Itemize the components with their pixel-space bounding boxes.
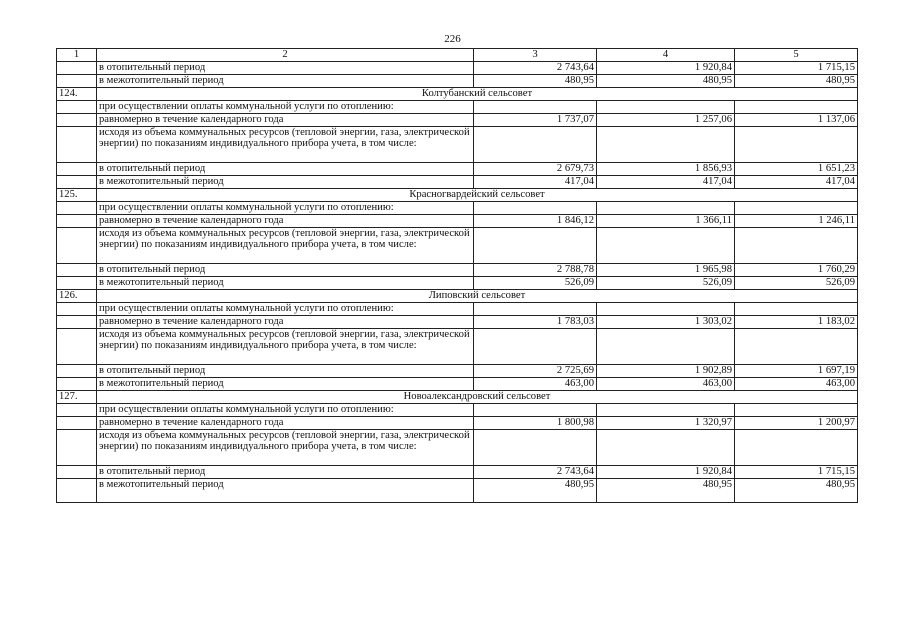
value-col-3: 480,95: [474, 75, 597, 88]
row-description: в межотопительный период: [97, 378, 474, 391]
row-number-cell: [57, 466, 97, 479]
value-col-5: 480,95: [735, 479, 858, 503]
row-description: в межотопительный период: [97, 75, 474, 88]
section-name: Колтубанский сельсовет: [97, 88, 858, 101]
row-description: в межотопительный период: [97, 479, 474, 503]
value-col-4: [597, 228, 735, 264]
row-number-cell: [57, 430, 97, 466]
page-number: 226: [444, 33, 461, 45]
row-description: в межотопительный период: [97, 277, 474, 290]
value-col-5: 1 651,23: [735, 163, 858, 176]
value-col-3: 2 679,73: [474, 163, 597, 176]
section-number: 126.: [57, 290, 97, 303]
value-col-4: 1 366,11: [597, 215, 735, 228]
row-number-cell: [57, 228, 97, 264]
value-col-3: 2 725,69: [474, 365, 597, 378]
value-col-3: 480,95: [474, 479, 597, 503]
column-header: 1: [57, 49, 97, 62]
section-number: 124.: [57, 88, 97, 101]
table-row: [57, 365, 858, 378]
value-col-4: [597, 430, 735, 466]
row-number-cell: [57, 404, 97, 417]
table-row: [57, 127, 858, 163]
table-row: [57, 114, 858, 127]
value-col-4: [597, 202, 735, 215]
value-col-5: [735, 101, 858, 114]
table-row: [57, 466, 858, 479]
value-col-4: 1 965,98: [597, 264, 735, 277]
row-number-cell: [57, 62, 97, 75]
value-col-3: [474, 430, 597, 466]
value-col-5: [735, 202, 858, 215]
table-row: [57, 163, 858, 176]
value-col-5: 1 715,15: [735, 466, 858, 479]
value-col-5: 526,09: [735, 277, 858, 290]
section-row: [57, 189, 858, 202]
value-col-3: [474, 202, 597, 215]
value-col-4: 480,95: [597, 75, 735, 88]
row-number-cell: [57, 114, 97, 127]
row-description: при осуществлении оплаты коммунальной услуги по отоплению:: [97, 202, 474, 215]
value-col-3: 463,00: [474, 378, 597, 391]
value-col-3: [474, 404, 597, 417]
table-row: [57, 303, 858, 316]
row-number-cell: [57, 163, 97, 176]
value-col-5: 1 200,97: [735, 417, 858, 430]
section-row: [57, 391, 858, 404]
column-header: 2: [97, 49, 474, 62]
table-row: [57, 202, 858, 215]
row-description: при осуществлении оплаты коммунальной услуги по отоплению:: [97, 303, 474, 316]
row-number-cell: [57, 365, 97, 378]
tariff-table: [56, 48, 858, 503]
row-number-cell: [57, 378, 97, 391]
section-number: 125.: [57, 189, 97, 202]
column-header: 3: [474, 49, 597, 62]
tariff-table-body: [57, 49, 858, 503]
table-row: [57, 316, 858, 329]
row-number-cell: [57, 479, 97, 503]
row-description: равномерно в течение календарного года: [97, 215, 474, 228]
table-row: [57, 215, 858, 228]
value-col-5: 417,04: [735, 176, 858, 189]
value-col-5: 1 760,29: [735, 264, 858, 277]
value-col-4: 417,04: [597, 176, 735, 189]
row-number-cell: [57, 417, 97, 430]
row-description: в отопительный период: [97, 264, 474, 277]
value-col-5: 1 697,19: [735, 365, 858, 378]
row-number-cell: [57, 101, 97, 114]
row-description: в отопительный период: [97, 62, 474, 75]
row-description: при осуществлении оплаты коммунальной услуги по отоплению:: [97, 101, 474, 114]
table-row: [57, 101, 858, 114]
row-description: исходя из объема коммунальных ресурсов (тепловой энергии, газа, электрической энергии) по показаниям индивидуального прибора учета, в том числе:: [97, 127, 474, 163]
row-number-cell: [57, 75, 97, 88]
section-row: [57, 88, 858, 101]
value-col-5: [735, 303, 858, 316]
table-row: [57, 417, 858, 430]
value-col-3: [474, 228, 597, 264]
value-col-3: 1 783,03: [474, 316, 597, 329]
value-col-3: [474, 329, 597, 365]
value-col-5: 1 246,11: [735, 215, 858, 228]
table-row: [57, 378, 858, 391]
column-header: 5: [735, 49, 858, 62]
row-description: в отопительный период: [97, 365, 474, 378]
value-col-5: 463,00: [735, 378, 858, 391]
value-col-3: 1 737,07: [474, 114, 597, 127]
row-description: в отопительный период: [97, 466, 474, 479]
section-row: [57, 290, 858, 303]
value-col-4: 1 856,93: [597, 163, 735, 176]
table-row: [57, 430, 858, 466]
row-number-cell: [57, 202, 97, 215]
value-col-4: [597, 404, 735, 417]
value-col-3: 526,09: [474, 277, 597, 290]
row-number-cell: [57, 215, 97, 228]
table-row: [57, 62, 858, 75]
column-number-header: [57, 49, 858, 62]
value-col-5: [735, 228, 858, 264]
row-number-cell: [57, 264, 97, 277]
value-col-5: [735, 127, 858, 163]
row-number-cell: [57, 303, 97, 316]
value-col-5: 1 137,06: [735, 114, 858, 127]
section-name: Новоалександровский сельсовет: [97, 391, 858, 404]
table-row: [57, 329, 858, 365]
row-description: равномерно в течение календарного года: [97, 417, 474, 430]
row-description: в отопительный период: [97, 163, 474, 176]
table-row: [57, 264, 858, 277]
row-description: исходя из объема коммунальных ресурсов (тепловой энергии, газа, электрической энергии) по показаниям индивидуального прибора учета, в том числе:: [97, 430, 474, 466]
value-col-4: 463,00: [597, 378, 735, 391]
value-col-5: 1 715,15: [735, 62, 858, 75]
table-row: [57, 404, 858, 417]
value-col-3: 2 788,78: [474, 264, 597, 277]
table-row: [57, 75, 858, 88]
row-description: исходя из объема коммунальных ресурсов (тепловой энергии, газа, электрической энергии) по показаниям индивидуального прибора учета, в том числе:: [97, 329, 474, 365]
row-description: в межотопительный период: [97, 176, 474, 189]
value-col-4: 1 902,89: [597, 365, 735, 378]
value-col-4: [597, 303, 735, 316]
value-col-3: 1 800,98: [474, 417, 597, 430]
row-description: равномерно в течение календарного года: [97, 114, 474, 127]
row-description: при осуществлении оплаты коммунальной услуги по отоплению:: [97, 404, 474, 417]
value-col-3: [474, 303, 597, 316]
value-col-4: [597, 329, 735, 365]
row-number-cell: [57, 127, 97, 163]
value-col-3: [474, 101, 597, 114]
value-col-3: [474, 127, 597, 163]
value-col-4: [597, 127, 735, 163]
value-col-4: 526,09: [597, 277, 735, 290]
row-number-cell: [57, 329, 97, 365]
value-col-4: 1 303,02: [597, 316, 735, 329]
row-number-cell: [57, 277, 97, 290]
value-col-5: [735, 329, 858, 365]
value-col-4: 1 920,84: [597, 466, 735, 479]
value-col-3: 2 743,64: [474, 466, 597, 479]
value-col-3: 2 743,64: [474, 62, 597, 75]
value-col-5: [735, 430, 858, 466]
table-row: [57, 228, 858, 264]
row-description: равномерно в течение календарного года: [97, 316, 474, 329]
row-description: исходя из объема коммунальных ресурсов (тепловой энергии, газа, электрической энергии) по показаниям индивидуального прибора учета, в том числе:: [97, 228, 474, 264]
value-col-3: 1 846,12: [474, 215, 597, 228]
column-header: 4: [597, 49, 735, 62]
value-col-4: [597, 101, 735, 114]
value-col-4: 480,95: [597, 479, 735, 503]
row-number-cell: [57, 176, 97, 189]
value-col-4: 1 920,84: [597, 62, 735, 75]
value-col-5: 1 183,02: [735, 316, 858, 329]
value-col-5: [735, 404, 858, 417]
value-col-5: 480,95: [735, 75, 858, 88]
value-col-4: 1 320,97: [597, 417, 735, 430]
section-number: 127.: [57, 391, 97, 404]
table-row: [57, 176, 858, 189]
table-row: [57, 479, 858, 503]
row-number-cell: [57, 316, 97, 329]
value-col-3: 417,04: [474, 176, 597, 189]
value-col-4: 1 257,06: [597, 114, 735, 127]
table-row: [57, 277, 858, 290]
section-name: Липовский сельсовет: [97, 290, 858, 303]
section-name: Красногвардейский сельсовет: [97, 189, 858, 202]
